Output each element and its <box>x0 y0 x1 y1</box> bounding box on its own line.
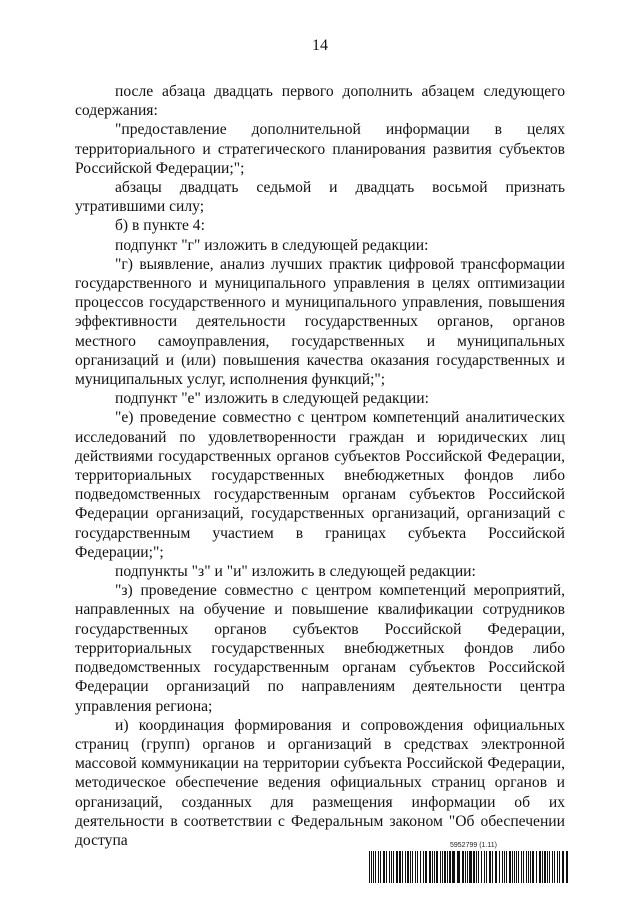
paragraph: подпункты "з" и "и" изложить в следующей редакции: <box>115 563 476 581</box>
page-number: 14 <box>312 37 328 54</box>
paragraph: б) в пункте 4: <box>115 217 205 235</box>
paragraph: "з) проведение совместно с центром компетенций мероприятий, направленных на обучение и повышение квалификации сотрудников государственных органов субъектов Российской Федерации, территориальных государственных внебюджетных фондов либо подведомственных государственным органам субъектов Российской Федерации организаций по направлениям деятельности центра управления региона; <box>75 582 565 715</box>
paragraph: "предоставление дополнительной информации в целях территориального и стратегического планирования развития субъектов Российской Федерации;"; <box>75 121 565 177</box>
barcode-code: 5952799 (1.11) <box>450 842 497 849</box>
paragraph: абзацы двадцать седьмой и двадцать восьмой признать утратившими силу; <box>75 179 565 216</box>
paragraph: "г) выявление, анализ лучших практик цифровой трансформации государственного и муниципального управления в целях оптимизации процессов государственного и муниципального управления, повышения эффективности деятельности государственных органов, органов местного самоуправления, государственных и муниципальных организаций и (или) повышения качества оказания государственных и муниципальных услуг, исполнения функций;"; <box>75 255 565 389</box>
paragraph: после абзаца двадцать первого дополнить абзацем следующего содержания: <box>75 83 565 120</box>
paragraph: и) координация формирования и сопровождения официальных страниц (групп) органов и организаций в средствах электронной массовой коммуникации на территории субъекта Российской Федерации, методическое обеспечение ведения официальных страниц органов и организаций, созданных для размещения информации об их деятельности в соответствии с Федеральным законом "Об обеспечении доступа <box>75 716 565 849</box>
paragraph: подпункт "г" изложить в следующей редакции: <box>115 236 429 254</box>
document-body <box>75 82 565 850</box>
barcode-block <box>369 842 569 892</box>
barcode-icon <box>369 851 569 883</box>
paragraph: подпункт "е" изложить в следующей редакции: <box>115 390 429 408</box>
paragraph: "е) проведение совместно с центром компетенций аналитических исследований по удовлетворенности граждан и юридических лиц действиями государственных органов субъектов Российской Федерации, территориальных государственных внебюджетных фондов либо подведомственных государственным органам субъектов Российской Федерации организаций, государственных организаций, организаций с государственным участием в границах субъекта Российской Федерации;"; <box>75 409 565 561</box>
